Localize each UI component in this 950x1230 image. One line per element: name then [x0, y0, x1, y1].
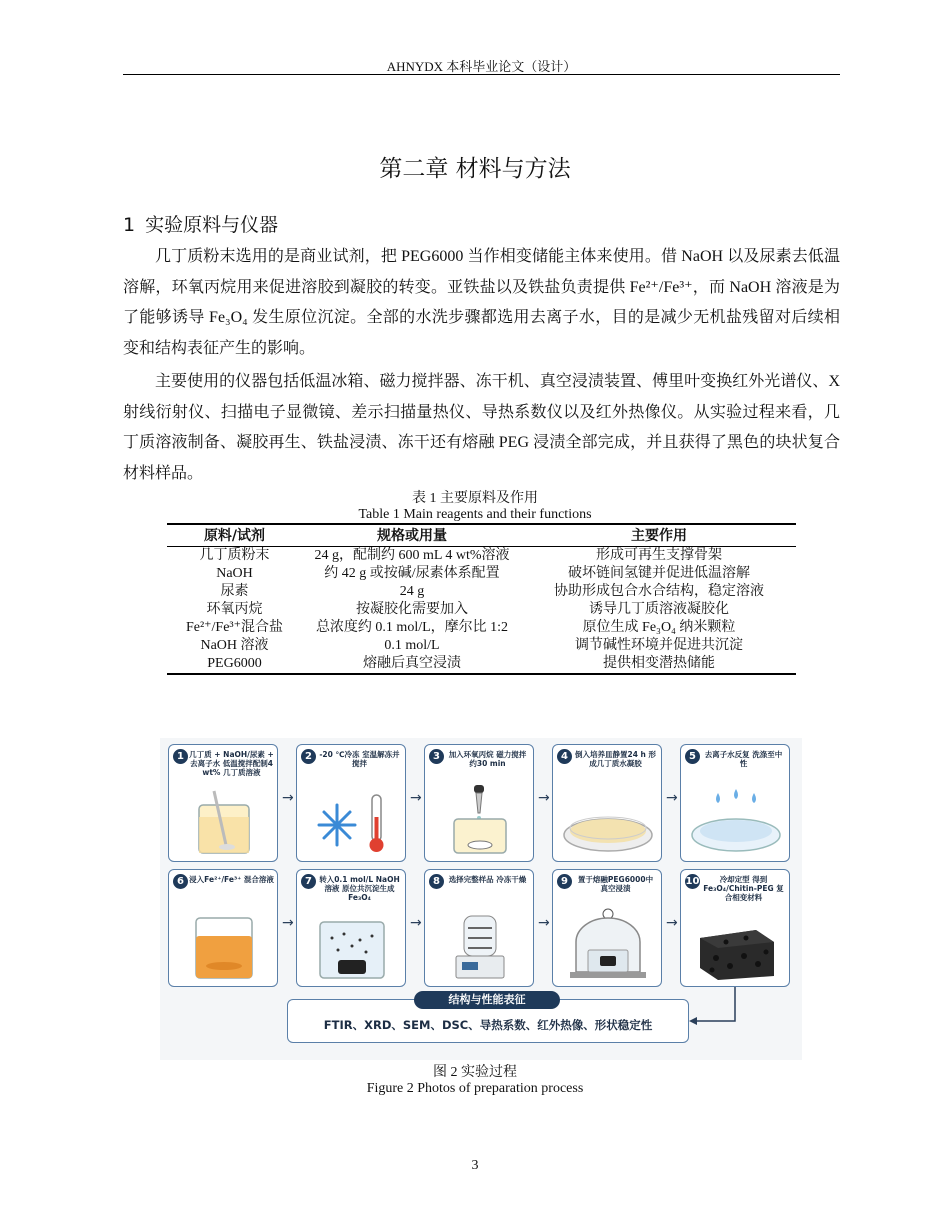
table-cell: Fe²⁺/Fe³⁺混合盐: [185, 620, 284, 635]
step-number: 2: [301, 749, 316, 764]
step-label: 转入0.1 mol/L NaOH溶液 原位共沉淀生成Fe₃O₄: [319, 875, 400, 902]
step-label: 倒入培养皿静置24 h 形成几丁质水凝胶: [575, 750, 656, 768]
table-cell: 形成可再生支撑骨架: [596, 548, 722, 563]
table-cell: 提供相变潜热储能: [522, 655, 796, 674]
step-number: 6: [173, 874, 188, 889]
step-card-6: [168, 869, 278, 987]
coprecipitation-beaker-icon: [302, 908, 402, 982]
figure-caption-en: Figure 2 Photos of preparation process: [366, 1081, 584, 1096]
step-card-7: [296, 869, 406, 987]
step-card-8: [424, 869, 534, 987]
arrow-right-icon: →: [410, 915, 422, 931]
arrow-right-icon: →: [410, 790, 422, 806]
step-number: 3: [429, 749, 444, 764]
table-header-row: [167, 524, 796, 547]
table-cell: 尿素: [220, 584, 249, 599]
snowflake-thermometer-icon: [302, 783, 402, 857]
table-cell: 0.1 mol/L: [384, 638, 440, 653]
step-number: 4: [557, 749, 572, 764]
table-cell: 几丁质粉末: [199, 548, 270, 563]
water-wash-icon: [686, 783, 786, 857]
table-cell: NaOH 溶液: [200, 638, 269, 653]
table-cell: 破坏链间氢键并促进低温溶解: [568, 566, 750, 581]
preparation-process-figure: [160, 738, 802, 1060]
table-row: [167, 547, 796, 566]
table-header-cell: 主要作用: [522, 524, 796, 547]
arrow-right-icon: →: [282, 915, 294, 931]
step-label: 置于熔融PEG6000中 真空浸渍: [577, 875, 654, 893]
paragraph-materials: 几丁质粉末选用的是商业试剂，把 PEG6000 当作相变储能主体来使用。借 NaOH 以及尿素去低温溶解，环氧丙烷用来促进溶胶到凝胶的转变。亚铁盐以及铁盐负责提供 Fe²⁺/Fe³⁺，而 NaOH 溶液是为了能够诱导 Fe₃O₄ 发生原位沉淀。全部的水洗步骤都选用去离子水，目的是减少无机盐残留对后续相变和结构表征产生的影响。: [123, 248, 840, 357]
step-card-10: [680, 869, 790, 987]
running-header: AHNYDX 本科毕业论文（设计）: [386, 59, 577, 74]
table-cell: 协助形成包合水合结构，稳定溶液: [554, 584, 764, 599]
table-cell: 24 g，配制约 600 mL 4 wt%溶液: [314, 548, 510, 563]
arrow-right-icon: →: [282, 790, 294, 806]
arrow-right-icon: →: [538, 915, 550, 931]
table-cell: 熔融后真空浸渍: [302, 655, 522, 674]
step-number: 5: [685, 749, 700, 764]
table-header-cell: 原料/试剂: [167, 524, 302, 547]
petri-dish-gel-icon: [558, 783, 658, 857]
table-row: [167, 637, 796, 655]
table-header-cell: 规格或用量: [302, 524, 522, 547]
step-label: -20 ℃冷冻 室温解冻并搅拌: [319, 750, 400, 768]
step-number: 10: [685, 876, 700, 887]
porous-black-block-icon: [686, 908, 786, 982]
table-row: [167, 565, 796, 583]
step-number: 9: [557, 874, 572, 889]
banner-text: FTIR、XRD、SEM、DSC、导热系数、红外热像、形状稳定性: [323, 1018, 653, 1032]
step-card-4: [552, 744, 662, 862]
table-cell: 环氧丙烷: [206, 602, 263, 617]
banner-title: 结构与性能表征: [414, 991, 560, 1009]
arrow-right-icon: →: [666, 790, 678, 806]
table-caption-cn: 表 1 主要原料及作用: [412, 491, 538, 506]
table-row: [167, 655, 796, 674]
step-card-2: [296, 744, 406, 862]
step-number: 1: [173, 749, 188, 764]
step-number: 8: [429, 874, 444, 889]
table-row: [167, 619, 796, 637]
step-card-3: [424, 744, 534, 862]
table-row: [167, 601, 796, 619]
step-label: 选择完整样品 冷冻干燥: [448, 875, 527, 884]
table-row: [167, 583, 796, 601]
arrow-right-icon: →: [538, 790, 550, 806]
dropper-beaker-icon: [430, 783, 530, 857]
reagents-table: [167, 523, 796, 675]
chapter-title: 第二章 材料与方法: [379, 156, 571, 182]
table-cell: 总浓度约 0.1 mol/L，摩尔比 1:2: [315, 620, 509, 635]
step-card-9: [552, 869, 662, 987]
step-label: 冷却定型 得到Fe₃O₄/Chitin-PEG 复合相变材料: [703, 875, 784, 902]
step-label: 几丁质 + NaOH/尿素 + 去离子水 低温搅拌配制4 wt% 几丁质溶液: [189, 750, 274, 777]
vacuum-chamber-icon: [558, 908, 658, 982]
step-label: 去离子水反复 洗涤至中性: [704, 750, 783, 768]
section-heading: [123, 210, 278, 237]
step-label: 加入环氧丙烷 磁力搅拌约30 min: [448, 750, 527, 768]
table-cell: 调节碱性环境并促进共沉淀: [575, 638, 743, 653]
step-label: 浸入Fe²⁺/Fe³⁺ 混合溶液: [189, 875, 274, 884]
table-cell: 约 42 g 或按碱/尿素体系配置: [324, 566, 500, 581]
table-cell: NaOH: [216, 566, 253, 581]
arrow-right-icon: →: [666, 915, 678, 931]
table-cell: PEG6000: [167, 655, 302, 674]
table-cell: 按凝胶化需要加入: [356, 602, 468, 617]
section-title: 实验原料与仪器: [145, 214, 279, 236]
figure-caption-cn: 图 2 实验过程: [433, 1065, 517, 1080]
characterization-banner: [287, 993, 689, 1043]
beaker-stirring-icon: [174, 783, 274, 857]
table-cell: 24 g: [399, 584, 425, 599]
page-number: 3: [471, 1158, 479, 1173]
section-number: 1: [123, 214, 136, 236]
orange-solution-beaker-icon: [174, 908, 274, 982]
header-rule: [123, 74, 840, 75]
step-number: 7: [301, 874, 316, 889]
table-cell: 原位生成 Fe₃O₄ 纳米颗粒: [582, 620, 736, 635]
table-cell: 诱导几丁质溶液凝胶化: [589, 602, 729, 617]
step-card-5: [680, 744, 790, 862]
step-card-1: [168, 744, 278, 862]
connector-arrow-icon: [689, 987, 739, 1027]
paragraph-instruments: 主要使用的仪器包括低温冰箱、磁力搅拌器、冻干机、真空浸渍装置、傅里叶变换红外光谱仪、X 射线衍射仪、扫描电子显微镜、差示扫描量热仪、导热系数仪以及红外热像仪。从实验过程来看，几丁质溶液制备、凝胶再生、铁盐浸渍、冻干还有熔融 PEG 浸渍全部完成，并且获得了黑色的块状复合材料样品。: [123, 373, 840, 482]
table-caption-en: Table 1 Main reagents and their functions: [358, 507, 592, 522]
freeze-dryer-icon: [430, 908, 530, 982]
